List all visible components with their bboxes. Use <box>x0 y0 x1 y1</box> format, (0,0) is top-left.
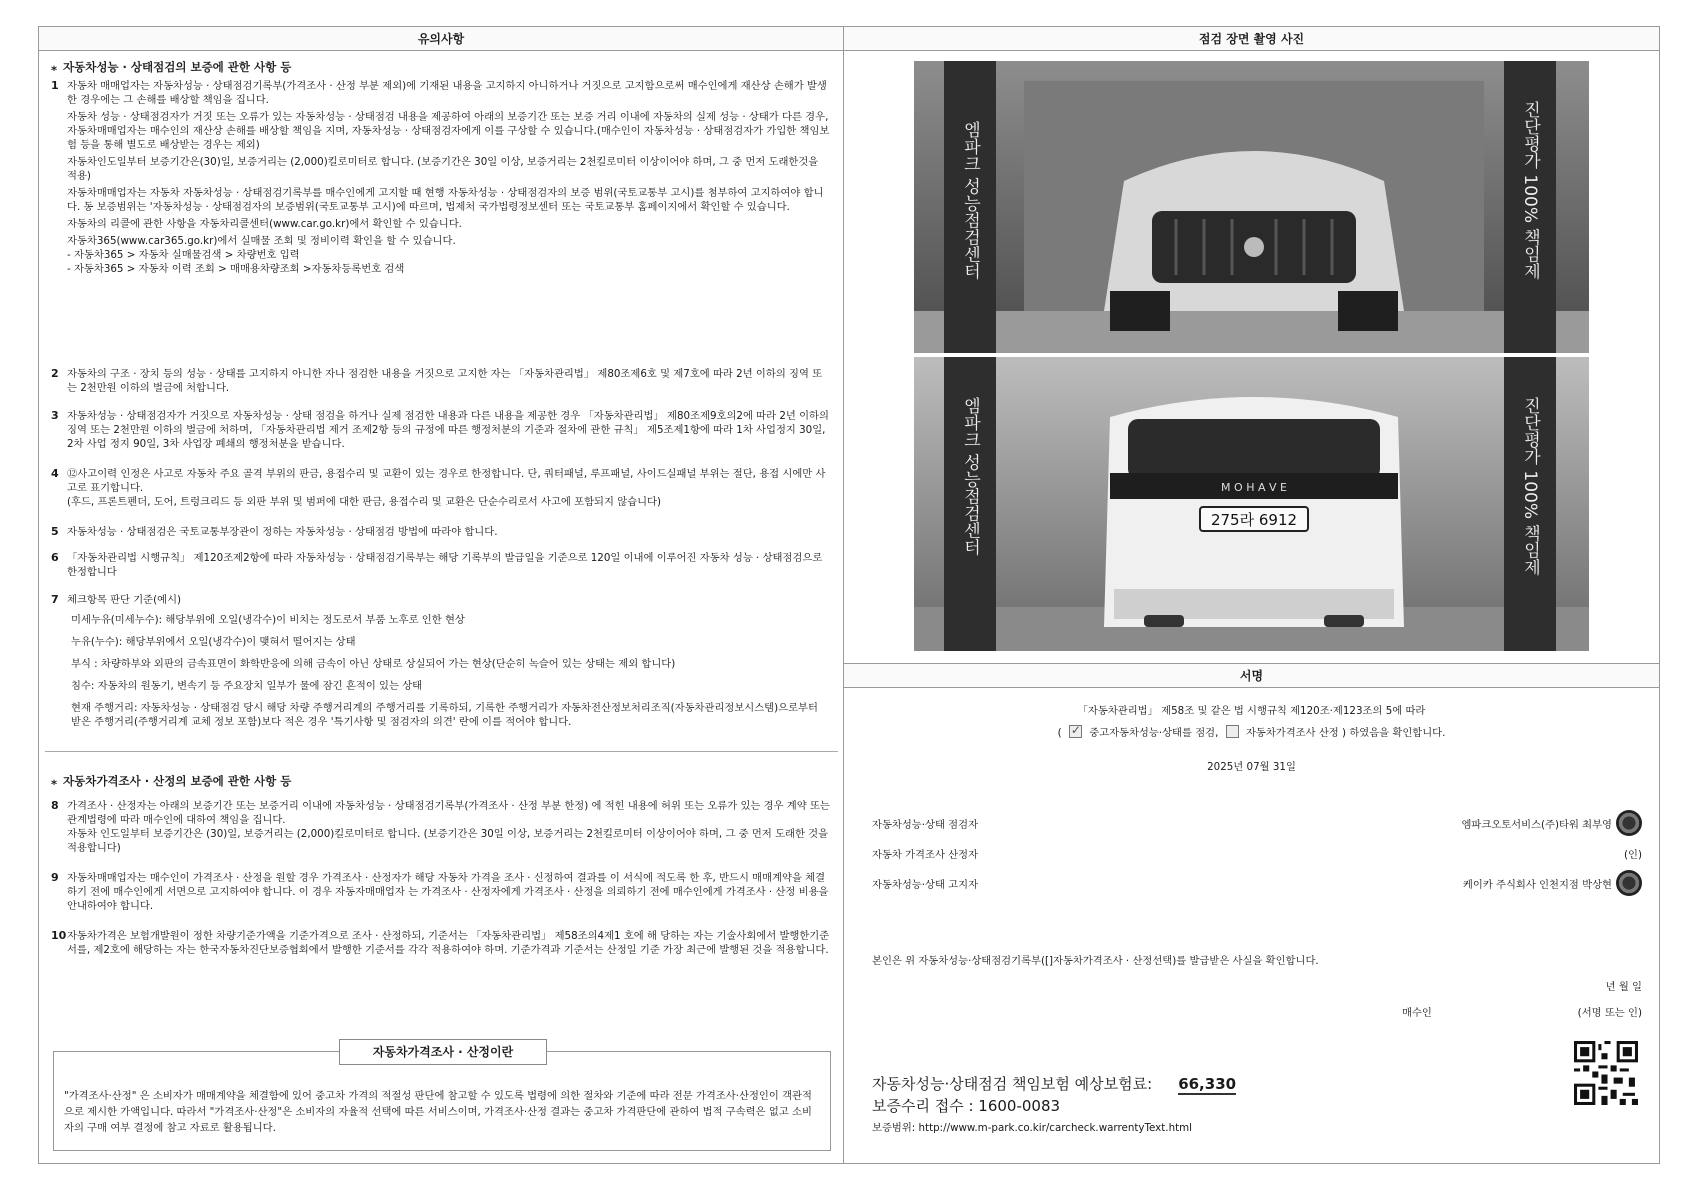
notice-item-9 <box>51 871 831 916</box>
item-number: 1 <box>51 79 59 92</box>
issue-date: 2025년 07월 31일 <box>1207 761 1296 773</box>
item-number: 2 <box>51 367 59 380</box>
photo-sign-column <box>844 27 1659 1163</box>
signer-label: 자동차성능·상태 고지자 <box>872 879 979 891</box>
item-paragraph: 자동차365(www.car365.go.kr)에서 실매물 조회 및 정비이력 확인을 할 수 있습니다. <box>67 235 456 247</box>
center-sign-left: 엠파크 성능점검센터 <box>960 397 980 556</box>
guarantee-sign-right: 진단평가 100% 책임제 <box>1520 397 1540 576</box>
notice-item-2 <box>51 367 831 398</box>
check-open: ( <box>1057 727 1062 739</box>
definition-box <box>53 1051 831 1151</box>
signer-value: (인) <box>1624 849 1642 861</box>
signature-header: 서명 <box>844 664 1659 688</box>
inspection-photo-rear <box>914 357 1589 651</box>
signer-value: 케이카 주식회사 인천지점 박상현 <box>1462 879 1612 891</box>
premium-value: 66,330 <box>1178 1075 1237 1093</box>
item-paragraph: - 자동차365 > 자동차 실매물검색 > 차량번호 입력 <box>67 249 300 261</box>
qr-code-icon[interactable] <box>1574 1041 1638 1105</box>
group2-title-text: 자동차가격조사 · 산정의 보증에 관한 사항 등 <box>63 774 292 788</box>
criteria-list <box>71 613 831 729</box>
definition-text: "가격조사·산정" 은 소비자가 매매계약을 체결함에 있어 중고차 가격의 적절성 판단에 참고할 수 있도록 법령에 의한 절차와 기준에 따라 전문 가격조사·산정인이 객관적으로 제시한 가액입니다. 따라서 "가격조사·산정"은 소비자의 자율적 선택에 따른 서비스이며, 가격조사·산정 결과는 중고차 가격판단에 관하여 법적 구속력은 없고 소비자의 구매 여부 결정에 참고 자료로 활용됩니다. <box>64 1090 812 1134</box>
signer-label: 자동차성능·상태 점검자 <box>872 819 979 831</box>
guarantee-sign-right: 진단평가 100% 책임제 <box>1520 101 1540 280</box>
check-tail: ) 하였음을 확인합니다. <box>1342 727 1446 739</box>
date-blank-row <box>872 976 1642 996</box>
notice-item-4 <box>51 467 831 512</box>
item-number: 3 <box>51 409 59 422</box>
photo-header: 점검 장면 촬영 사진 <box>844 27 1659 51</box>
item-paragraph: 자동차성능 · 상태점검은 국토교통부장관이 정하는 자동차성능 · 상태점검 방법에 따라야 합니다. <box>67 526 498 538</box>
warranty-scope-link[interactable]: 보증범위: http://www.m-park.co.kir/carcheck.warrentyText.html <box>872 1122 1193 1134</box>
price-checkbox[interactable] <box>1226 725 1239 738</box>
item-number: 9 <box>51 871 59 884</box>
signer-row-appraiser <box>872 844 1642 864</box>
item-paragraph: 자동차 매매업자는 자동차성능 · 상태점검기록부(가격조사 · 산정 부분 제외)에 기재된 내용을 고지하지 아니하거나 거짓으로 고지함으로써 매수인에게 재산상 손해가 발생한 경우에는 그 손해를 배상할 책임을 집니다. <box>67 80 827 106</box>
item-number: 6 <box>51 551 59 564</box>
check-label-price: 자동차가격조사 산정 <box>1245 727 1339 739</box>
criteria-item: 현재 주행거리: 자동차성능 · 상태점검 당시 해당 차량 주행거리계의 주행거리를 기록하되, 기록한 주행거리가 자동차전산정보처리조직(자동차관리정보시스템)으로부터 받은 주행거리(주행거리계 교체 정보 포함)보다 적은 경우 '특기사항 및 점검자의 의견' 란에 이를 적어야 합니다. <box>71 702 818 728</box>
premium-label: 자동차성능·상태점검 책임보험 예상보험료: <box>872 1075 1153 1093</box>
warranty-phone: 보증수리 접수 : 1600-0083 <box>872 1097 1061 1115</box>
ymd-blank: 년 월 일 <box>1605 981 1642 993</box>
confirm-text: 본인은 위 자동차성능·상태점검기록부([]자동차가격조사 · 산정선택)를 발급받은 사실을 확인합니다. <box>872 955 1319 967</box>
criteria-item: 미세누유(미세누수): 해당부위에 오일(냉각수)이 비치는 정도로서 부품 노후로 인한 현상 <box>71 614 465 626</box>
item-paragraph: 자동차의 구조 · 장치 등의 성능 · 상태를 고지하지 아니한 자나 점검한 내용을 거짓으로 고지한 자는 「자동차관리법」 제80조제6호 및 제7호에 따라 2년 이하의 징역 또는 2천만원 이하의 벌금에 처합니다. <box>67 368 823 394</box>
seal-stamp-icon <box>1616 870 1642 896</box>
check-label-inspection: 중고자동차성능·상태를 점검, <box>1089 727 1219 739</box>
item-paragraph: 자동차성능 · 상태점검자가 거짓으로 자동차성능 · 상태 점검을 하거나 실제 점검한 내용과 다른 내용을 제공한 경우 「자동차관리법」 제80조제9호의2에 따라 2년 이하의 징역 또는 2천만원 이하의 벌금에 처하며, 「자동차관리법 제거 조제2항 등의 규정에 따른 행정처분의 기준과 절차에 관한 규칙」 제5조제1항에 따라 1차 사업정지 30일, 2차 사업 정지 90일, 3차 사업장 폐쇄의 행정처분을 받습니다. <box>67 410 829 450</box>
item-paragraph: 자동차매매업자는 자동차 자동차성능 · 상태점검기록부를 매수인에게 고지할 때 현행 자동차성능 · 상태점검자의 보증 범위(국토교통부 고시)를 첨부하여 고지하여야 합니다. 동 보증범위는 '자동차성능 · 상태점검자의 보증범위(국토교통부 고시)에 따르며, 법제처 국가법령정보센터 또는 국토교통부 홈페이지에서 확인할 수 있습니다. <box>67 187 824 213</box>
inspection-photo-front <box>914 61 1589 353</box>
group1-title <box>51 59 291 75</box>
buyer-sign: (서명 또는 인) <box>1577 1007 1642 1019</box>
group2-title <box>51 773 291 789</box>
notice-item-7 <box>51 593 831 610</box>
insurance-premium <box>872 1073 1236 1094</box>
buyer-label: 매수인 <box>1402 1007 1432 1019</box>
notice-column <box>39 27 844 1163</box>
notice-item-5 <box>51 525 831 542</box>
receipt-confirm <box>872 950 1642 970</box>
item-paragraph: 자동차매매업자는 매수인이 가격조사 · 산정을 원할 경우 가격조사 · 산정자가 해당 자동차 가격을 조사 · 신정하여 결과를 이 서식에 적도록 한 후, 반드시 매매계약을 체결하기 전에 매수인에게 서면으로 고지하여야 합니다. 이 경우 자동자매매업자 는 가격조사 · 산정자에게 가격조사 · 산정을 의뢰하기 전에 매수인에게 가격조사 · 산정 비용을 안내하여야 합니다. <box>67 872 829 912</box>
item-number: 4 <box>51 467 59 480</box>
item-paragraph: (후드, 프론트펜더, 도어, 트렁크리드 등 외판 부위 및 범퍼에 대한 판금, 용접수리 및 교환은 단순수리로서 사고에 포함되지 않습니다) <box>67 496 661 508</box>
notice-header: 유의사항 <box>39 27 843 51</box>
group1-title-text: 자동차성능 · 상태점검의 보증에 관한 사항 등 <box>63 60 292 74</box>
definition-title: 자동차가격조사 · 산정이란 <box>339 1039 547 1065</box>
notice-item-10 <box>51 929 831 960</box>
license-plate: 275라 6912 <box>1210 511 1298 529</box>
item-paragraph: 자동차인도일부터 보증기간은(30)일, 보증거리는 (2,000)킬로미터로 합니다. (보증기간은 30일 이상, 보증거리는 2천킬로미터 이상이어야 하며, 그 중 먼저 도래한것을 적용) <box>67 156 819 182</box>
inspection-record-sheet <box>38 26 1660 1164</box>
item-paragraph: 자동차가격은 보험개발원이 정한 차량기준가액을 기준가격으로 조사 · 산정하되, 기준서는 「자동차관리법」 제58조의4제1 호에 해 당하는 자는 기술사회에서 발행한기준서를, 제2호에 해당하는 자는 한국자동차진단보증협회에서 발행한 기준서를 각각 적용하여야 하며. 기준가격과 기준서는 산정일 기준 가장 최근에 발행된 것을 적용합니다. <box>67 930 830 956</box>
signer-row-inspector <box>872 814 1642 834</box>
seal-stamp-icon <box>1616 810 1642 836</box>
item-paragraph: 「자동차관리법 시행규칙」 제120조제2항에 따라 자동차성능 · 상태점검기록부는 해당 기록부의 발급일을 기준으로 120일 이내에 이루어진 자동차 성능 · 상태점검으로 한정합니다 <box>67 552 823 578</box>
model-badge: M O H A V E <box>1221 481 1287 494</box>
inspection-checkbox[interactable] <box>1069 725 1082 738</box>
signer-row-notifier <box>872 874 1642 894</box>
notice-item-1 <box>51 79 831 279</box>
item-paragraph: ⑫사고이력 인정은 사고로 자동차 주요 골격 부위의 판금, 용접수리 및 교환이 있는 경우로 한정합니다. 단, 쿼터패널, 루프패널, 사이드실패널 부위는 절단, 용접 시에만 사고로 표기합니다. <box>67 468 826 494</box>
item-paragraph: 체크항목 판단 기준(예시) <box>67 594 182 606</box>
center-sign-left: 엠파크 성능점검센터 <box>960 121 980 280</box>
item-number: 7 <box>51 593 59 606</box>
bullet-mark: ⁎ <box>51 774 58 788</box>
criteria-item: 누유(누수): 해당부위에서 오일(냉각수)이 맺혀서 떨어지는 상태 <box>71 636 356 648</box>
notice-item-3 <box>51 409 831 454</box>
item-number: 5 <box>51 525 59 538</box>
photo-front-drawing <box>914 61 1589 353</box>
item-paragraph: 자동차 성능 · 상태점검자가 거짓 또는 오류가 있는 자동차성능 · 상태점검 내용을 제공하여 아래의 보증기간 또는 보증 거리 이내에 자동차의 실제 성능 · 상태가 다른 경우, 자동차매매업자는 매수인의 재산상 손해를 배상할 책임을 지며, 자동차성능 · 상태점검자에게 이를 구상할 수 있습니다.(매수인이 자동차성능 · 상태점검자가 가입한 책임보험 등을 통해 별도로 배상받는 경우는 제외) <box>67 111 830 151</box>
criteria-item: 부식 : 차량하부와 외판의 금속표면이 화학반응에 의해 금속이 아닌 상태로 상실되어 가는 현상(단순히 녹슬어 있는 상태는 제외 합니다) <box>71 658 676 670</box>
signer-label: 자동차 가격조사 산정자 <box>872 849 979 861</box>
law-line: 「자동차관리법」 제58조 및 같은 법 시행규칙 제120조·제123조의 5에 따라 <box>1077 705 1426 717</box>
photo-rear-drawing <box>914 357 1589 651</box>
criteria-item: 침수: 자동차의 원동기, 변속기 등 주요장치 일부가 물에 잠긴 흔적이 있는 상태 <box>71 680 423 692</box>
buyer-row <box>872 1002 1642 1022</box>
item-number: 8 <box>51 799 59 812</box>
item-paragraph: 가격조사 · 산정자는 아래의 보증기간 또는 보증거리 이내에 자동차성능 · 상태점검기록부(가격조사 · 산정 부분 한정) 에 적힌 내용에 허위 또는 오류가 있는 경우 계약 또는 관계법령에 따라 매수인에 대하여 책임을 집니다. <box>67 800 830 826</box>
bullet-mark: ⁎ <box>51 60 58 74</box>
signer-value: 엠파크오토서비스(주)타워 최부영 <box>1461 819 1612 831</box>
item-paragraph: 자동차 인도일부터 보증기간은 (30)일, 보증거리는 (2,000)킬로미터로 합니다. (보증기간은 30일 이상, 보증거리는 2천킬로미터 이상이어야 하며, 그 중 먼저 도래한 것을 적용합니다) <box>67 828 829 854</box>
item-number: 10 <box>51 929 67 942</box>
notice-item-6 <box>51 551 831 582</box>
item-paragraph: 자동차의 리콜에 관한 사항을 자동차리콜센터(www.car.go.kr)에서 확인할 수 있습니다. <box>67 218 462 230</box>
item-paragraph: - 자동차365 > 자동차 이력 조회 > 매매용차량조회 >자동차등록번호 검색 <box>67 263 405 275</box>
check-line <box>844 724 1659 739</box>
notice-item-8 <box>51 799 831 858</box>
section-divider <box>45 751 838 752</box>
